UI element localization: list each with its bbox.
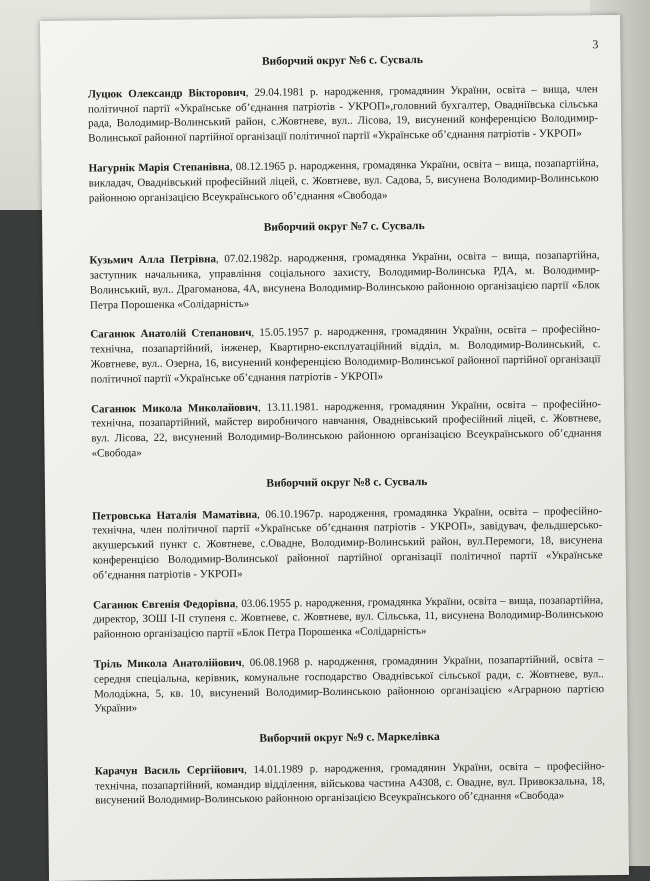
candidate-name: Саганюк Євгенія Федорівна <box>93 597 236 612</box>
candidate-entry <box>93 593 603 643</box>
candidate-entry <box>92 504 603 583</box>
candidate-details: , 08.12.1965 р. народження, громадянка України, освіта – вища, позапартійна, викладач, Оваднівський професійний ліцей, с. Жовтневе, вул. Садова, 5, висунена Володимир-Волинською районною організацією Всеукраїнського об’єднання «Свобода» <box>88 157 599 205</box>
district-heading: Виборчий округ №9 с. Маркелівка <box>259 730 440 745</box>
candidate-details: , 07.02.1982р. народження, громадянка України, освіта – вища, позапартійна, заступник начальника, управління соціального захисту, Володимир-Волинська РДА, м. Володимир-Волинський, вул.. Драгоманова, 4А, висунена Володимир-Волинською районною організацією партії «Блок Петра Порошенка «Солідарність» <box>89 249 600 312</box>
district-heading: Виборчий округ №8 с. Сусваль <box>266 475 428 490</box>
candidate-name: Кузьмич Алла Петрівна <box>89 253 217 267</box>
candidate-details: , 14.01.1989 р. народження, громадянин України, освіта – професійно-технічна, позапартійний, командир відділення, військова частина А4308, с. Овадне, вул. Привокзальна, 18, висунений Володимир-Волинською районною організацією Всеукраїнського об’єднання «Свобода» <box>94 760 606 807</box>
district-6-section <box>87 51 599 206</box>
candidate-entry <box>94 652 605 717</box>
page-content <box>87 51 605 824</box>
candidate-details: , 06.10.1967р. народження, громадянка України, освіта – професійно-технічна, член політичної партії «Українське об’єднання патріотів - УКРОП», завідувач, фельдшерсько-акушерський пункт с. Жовтневе, с.Овадне, Володимир-Волинський район, вул.Перемоги, 18, висунена конференцією Володимир-Волинської районної партійної організації політичної партії «Українське об’єднання патріотів - УКРОП» <box>92 504 603 582</box>
candidate-entry <box>88 156 598 206</box>
candidate-name: Саганюк Микола Миколайович <box>91 401 259 416</box>
district-7-section <box>89 218 601 462</box>
candidate-details: , 03.06.1955 р. народження, громадянка України, освіта – вища, позапартійна, директор, ЗОШ І-ІІ ступеня с. Жовтневе, с. Жовтневе, вул. Сільська, 11, висунена Володимир-Волинською районною організацією партії «Блок Петра Порошенка «Солідарність» <box>93 593 604 641</box>
page-number: 3 <box>592 37 599 52</box>
candidate-entry <box>89 248 600 313</box>
candidate-name: Карачун Василь Сергійович <box>94 763 245 778</box>
candidate-entry <box>90 323 601 388</box>
district-heading: Виборчий округ №6 с. Сусваль <box>261 54 423 68</box>
candidate-details: , 29.04.1981 р. народження, громадянин України, освіта – вища, член політичної партії «Українське об’єднання патріотів - УКРОП»,головний бухгалтер, Овадніївська сільська рада, Володимир-Волинський район, с.Жовтневе, вул.. Лісова, 19, висунений конференцією Володимир-Волинської районної партійної організації політичної партії «Українське об’єднання патріотів - УКРОП» <box>87 82 599 145</box>
candidate-name: Тріль Микола Анатолійович <box>93 656 242 671</box>
district-9-section <box>94 728 605 809</box>
candidate-entry <box>91 397 602 462</box>
candidate-name: Петровська Наталія Маматівна <box>92 508 258 523</box>
candidate-name: Нагурнік Марія Степанівна <box>88 161 230 175</box>
document-page <box>40 15 629 881</box>
candidate-entry <box>88 82 599 147</box>
district-heading: Виборчий округ №7 с. Сусваль <box>263 220 425 235</box>
candidate-details: , 15.05.1957 р. народження, громадянин України, освіта – професійно-технічна, позапартійний, інженер, Квартирно-експлуатаційний відділ, м. Володимир-Волинський, с. Жовтневе, вул.. Озерна, 16, висунений конференцією Володимир-Волинської районної партійної організації політичної партії «Українське об’єднання патріотів - УКРОП» <box>90 323 601 386</box>
candidate-entry <box>95 759 605 809</box>
candidate-name: Саганюк Анатолій Степанович <box>90 327 252 341</box>
district-8-section <box>92 473 604 717</box>
candidate-details: , 06.08.1968 р. народження, громадянин України, позапартійний, освіта – середня спеціальна, керівник, комунальне господарство Оваднівської сільської ради, с. Жовтневе, вул.. Молодіжна, 5, кв. 10, висунений Володимир-Волинською районною організацією «Аграрною партією України» <box>93 653 605 715</box>
candidate-name: Луцюк Олександр Вікторович <box>87 86 246 101</box>
candidate-details: , 13.11.1981. народження, громадянин України, освіта – професійно-технічна, позапартійний, майстер виробничого навчання, Оваднівський професійний ліцей, с. Жовтневе, вул. Лісова, 22, висунений Володимир-Волинською районною організацією Всеукраїнського об’єднання «Свобода» <box>91 397 602 460</box>
